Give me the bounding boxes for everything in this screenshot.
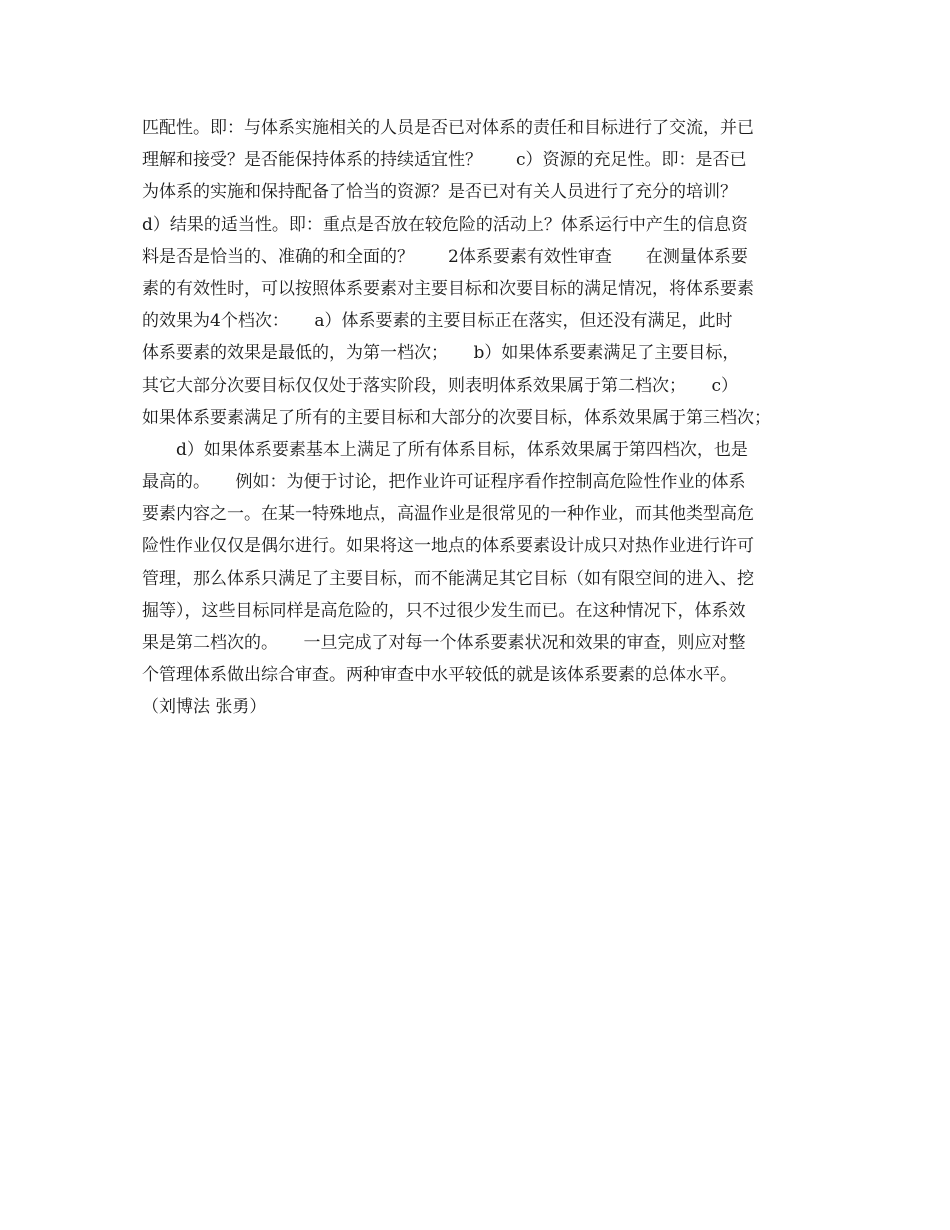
text-line: 果是第二档次的。 一旦完成了对每一个体系要素状况和效果的审查，则应对整 xyxy=(142,633,746,653)
text-line: 个管理体系做出综合审查。两种审查中水平较低的就是该体系要素的总体水平。 xyxy=(142,665,737,686)
text-line: 要素内容之一。在某一特殊地点，高温作业是很常见的一种作业，而其他类型高危 xyxy=(142,504,754,525)
text-line: 险性作业仅仅是偶尔进行。如果将这一地点的体系要素设计成只对热作业进行许可 xyxy=(142,536,754,557)
author-credit: （刘博法 张勇） xyxy=(142,697,267,718)
text-line: d）如果体系要素基本上满足了所有体系目标，体系效果属于第四档次，也是 xyxy=(142,439,748,460)
text-line: 其它大部分次要目标仅仅处于落实阶段，则表明体系效果属于第二档次； c） xyxy=(142,375,739,396)
text-line: 素的有效性时，可以按照体系要素对主要目标和次要目标的满足情况，将体系要素 xyxy=(142,278,754,299)
text-line: 体系要素的效果是最低的，为第一档次； b）如果体系要素满足了主要目标， xyxy=(142,343,740,364)
body-text xyxy=(142,112,842,724)
text-line: 管理，那么体系只满足了主要目标，而不能满足其它目标（如有限空间的进入、挖 xyxy=(142,568,754,589)
text-line: 为体系的实施和保持配备了恰当的资源？是否已对有关人员进行了充分的培训？ xyxy=(142,182,737,203)
text-line: 最高的。 例如：为便于讨论，把作业许可证程序看作控制高危险性作业的体系 xyxy=(142,472,746,493)
text-line: 匹配性。即：与体系实施相关的人员是否已对体系的责任和目标进行了交流，并已 xyxy=(142,118,754,138)
text-line: 料是否是恰当的、准确的和全面的？ 2体系要素有效性审查 在测量体系要 xyxy=(142,246,748,267)
text-line: 掘等），这些目标同样是高危险的，只不过很少发生而已。在这种情况下，体系效 xyxy=(142,600,746,621)
text-line: 理解和接受？是否能保持体系的持续适宜性？ c）资源的充足性。即：是否已 xyxy=(142,150,747,171)
text-line: d）结果的适当性。即：重点是否放在较危险的活动上？体系运行中产生的信息资 xyxy=(142,214,748,235)
text-line: 如果体系要素满足了所有的主要目标和大部分的次要目标，体系效果属于第三档次； xyxy=(142,407,771,428)
text-line: 的效果为4个档次： a）体系要素的主要目标正在落实，但还没有满足，此时 xyxy=(142,311,733,332)
